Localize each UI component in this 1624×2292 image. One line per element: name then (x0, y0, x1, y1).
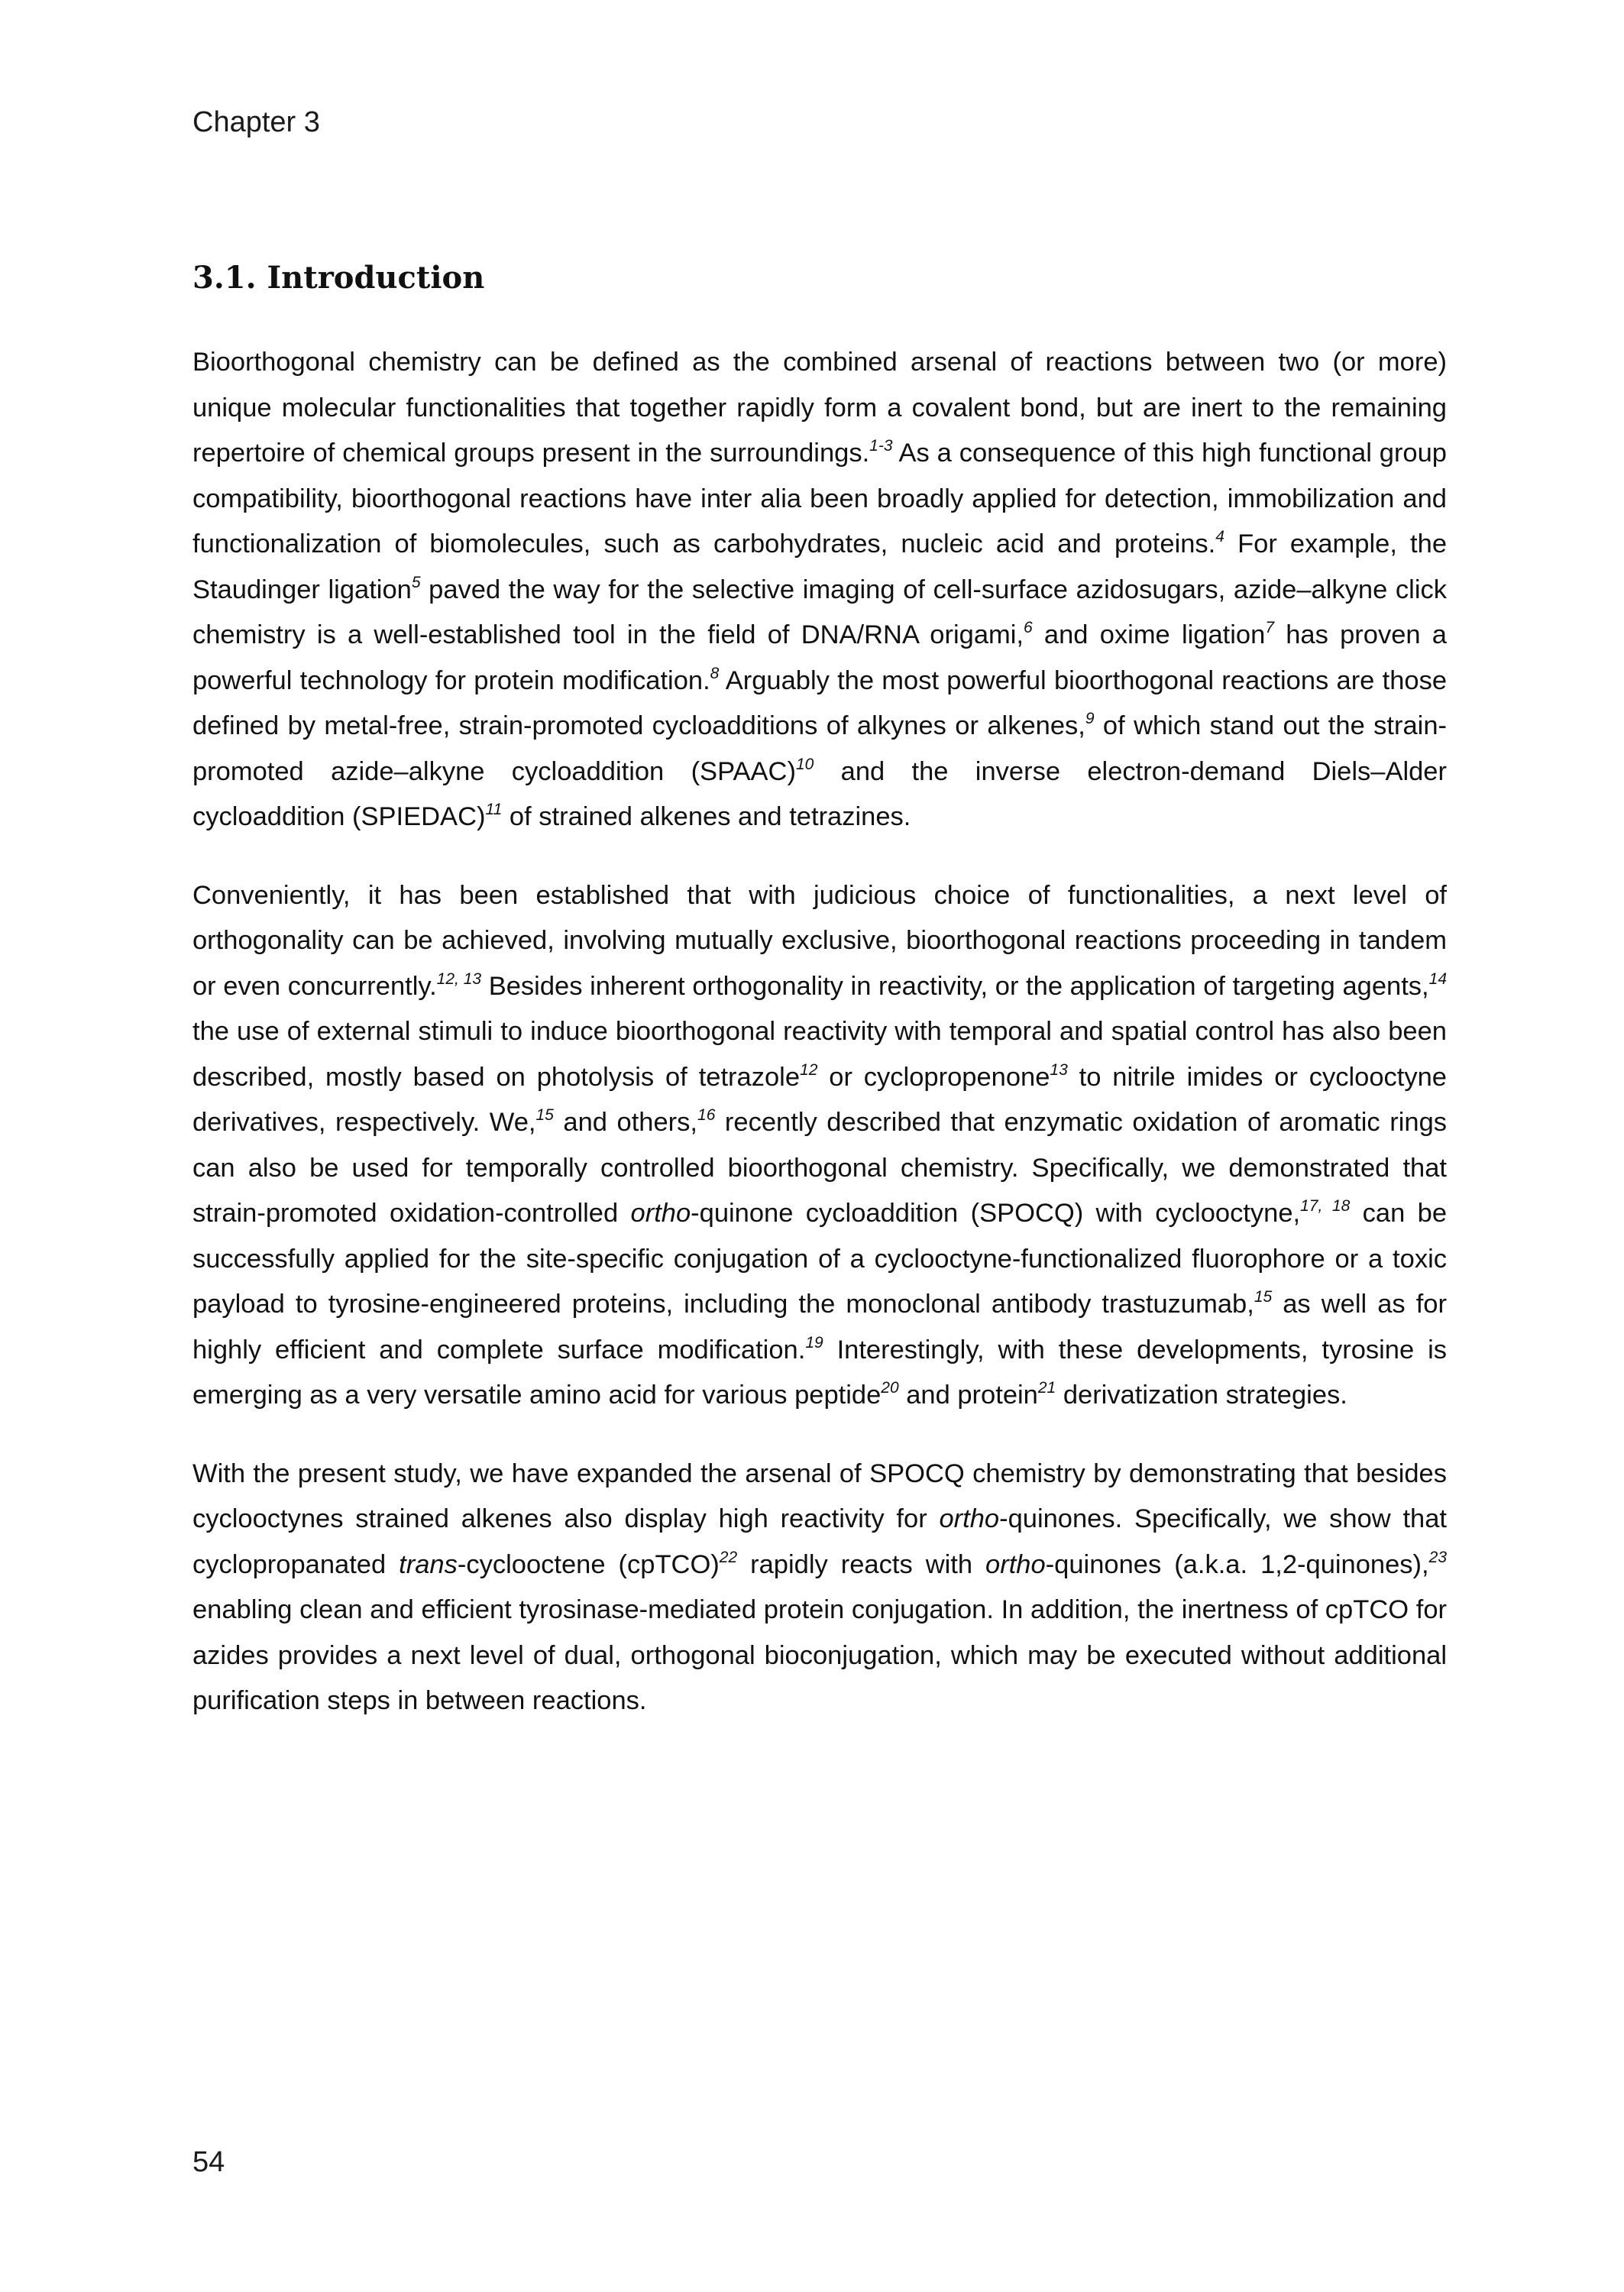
italic-term: trans (399, 1549, 458, 1579)
citation-ref: 13 (1050, 1060, 1068, 1079)
body-text (192, 340, 1447, 1757)
section-title: 3.1. Introduction (192, 260, 485, 296)
citation-ref: 20 (881, 1379, 899, 1397)
citation-ref: 19 (805, 1333, 823, 1352)
text-run: Bioorthogonal chemistry can be defined as the combined arsenal of reactions between two (or more) unique molecular functionalities that together rapidly form a covalent bond, but are inert to the remaining repertoire of chemical groups present in the surroundings. (192, 348, 1447, 468)
text-run: can be successfully applied for the site-specific conjugation of a cyclooctyne-functionalized fluorophore or a toxic payload to tyrosine-engineered proteins, including the monoclonal antibody trastuzumab, (192, 1199, 1448, 1319)
text-run: -cyclooctene (cpTCO) (457, 1549, 720, 1579)
citation-ref: 22 (719, 1548, 738, 1566)
citation-ref: 16 (697, 1106, 716, 1124)
text-run: and others, (553, 1108, 698, 1137)
citation-ref: 23 (1428, 1548, 1447, 1566)
text-run: and the inverse electron-demand Diels–Alder cycloaddition (SPIEDAC) (192, 756, 1447, 831)
italic-term: ortho (939, 1504, 1000, 1533)
text-run: as well as for highly efficient and complete surface modification. (192, 1290, 1447, 1365)
text-run: recently described that enzymatic oxidation of aromatic rings can also be used for temporally controlled bioorthogonal chemistry. Specifically, we demonstrated that strain-promoted oxidation-controlled (192, 1108, 1448, 1228)
text-run: Interestingly, with these developments, tyrosine is emerging as a very versatile amino acid for various peptide (192, 1335, 1447, 1410)
text-run: Besides inherent orthogonality in reactivity, or the application of targeting agents, (481, 971, 1429, 1001)
italic-term: ortho (985, 1549, 1046, 1579)
text-run: or cyclopropenone (817, 1062, 1050, 1092)
citation-ref: 9 (1085, 710, 1095, 727)
text-run: the use of external stimuli to induce bioorthogonal reactivity with temporal and spatial control has also been described, mostly based on photolysis of tetrazole (192, 1017, 1447, 1092)
paragraph-1 (192, 340, 1447, 840)
text-run: of which stand out the strain-promoted azide–alkyne cycloaddition (SPAAC) (192, 711, 1448, 786)
text-run: to nitrile imides or cyclooctyne derivatives, respectively. We, (192, 1062, 1447, 1137)
text-run: -quinone cycloaddition (SPOCQ) with cyclooctyne, (691, 1199, 1301, 1228)
text-run: paved the way for the selective imaging of cell-surface azidosugars, azide–alkyne click chemistry is a well-established tool in the field of DNA/RNA origami, (192, 575, 1447, 649)
citation-ref: 1-3 (869, 437, 893, 455)
citation-ref: 15 (535, 1106, 554, 1124)
citation-ref: 14 (1428, 970, 1447, 988)
text-run: As a consequence of this high functional group compatibility, bioorthogonal reactions have inter alia been broadly applied for detection, immobilization and functionalization of biomolecules, such as carbohydrates, nucleic acid and proteins. (192, 439, 1447, 558)
citation-ref: 12, 13 (436, 970, 482, 988)
text-run: With the present study, we have expanded the arsenal of SPOCQ chemistry by demonstrating that besides cyclooctynes strained alkenes also display high reactivity for (192, 1458, 1447, 1533)
text-run: Arguably the most powerful bioorthogonal reactions are those defined by metal-free, strain-promoted cycloadditions of alkynes or alkenes, (192, 665, 1448, 740)
italic-term: ortho (630, 1199, 691, 1228)
text-run: -quinones. Specifically, we show that cyclopropanated (192, 1504, 1447, 1579)
citation-ref: 6 (1024, 619, 1033, 636)
citation-ref: 15 (1254, 1288, 1273, 1306)
text-run: has proven a powerful technology for protein modification. (192, 620, 1447, 695)
citation-ref: 12 (800, 1060, 818, 1079)
citation-ref: 8 (710, 664, 720, 682)
text-run: of strained alkenes and tetrazines. (502, 802, 911, 831)
text-run: rapidly reacts with (737, 1549, 986, 1579)
citation-ref: 11 (485, 801, 503, 818)
citation-ref: 21 (1037, 1379, 1056, 1397)
text-run: and protein (898, 1381, 1038, 1410)
citation-ref: 7 (1265, 619, 1274, 636)
paragraph-2 (192, 873, 1447, 1419)
text-run: enabling clean and efficient tyrosinase-mediated protein conjugation. In addition, the inertness of cpTCO for azides provides a next level of dual, orthogonal bioconjugation, which may be executed without additional purification steps in between reactions. (192, 1595, 1447, 1715)
citation-ref: 17, 18 (1300, 1197, 1351, 1215)
running-head: Chapter 3 (192, 106, 320, 138)
text-run: -quinones (a.k.a. 1,2-quinones), (1045, 1549, 1429, 1579)
citation-ref: 10 (795, 755, 814, 773)
citation-ref: 4 (1215, 528, 1224, 545)
citation-ref: 5 (411, 573, 421, 591)
page-number: 54 (192, 2146, 225, 2178)
text-run: and oxime ligation (1032, 620, 1266, 649)
paragraph-3 (192, 1452, 1447, 1724)
text-run: Conveniently, it has been established that with judicious choice of functionalities, a next level of orthogonality can be achieved, involving mutually exclusive, bioorthogonal reactions proceeding in tandem or even concurrently. (192, 880, 1447, 1001)
text-run: For example, the Staudinger ligation (192, 529, 1447, 604)
text-run: derivatization strategies. (1056, 1381, 1347, 1410)
